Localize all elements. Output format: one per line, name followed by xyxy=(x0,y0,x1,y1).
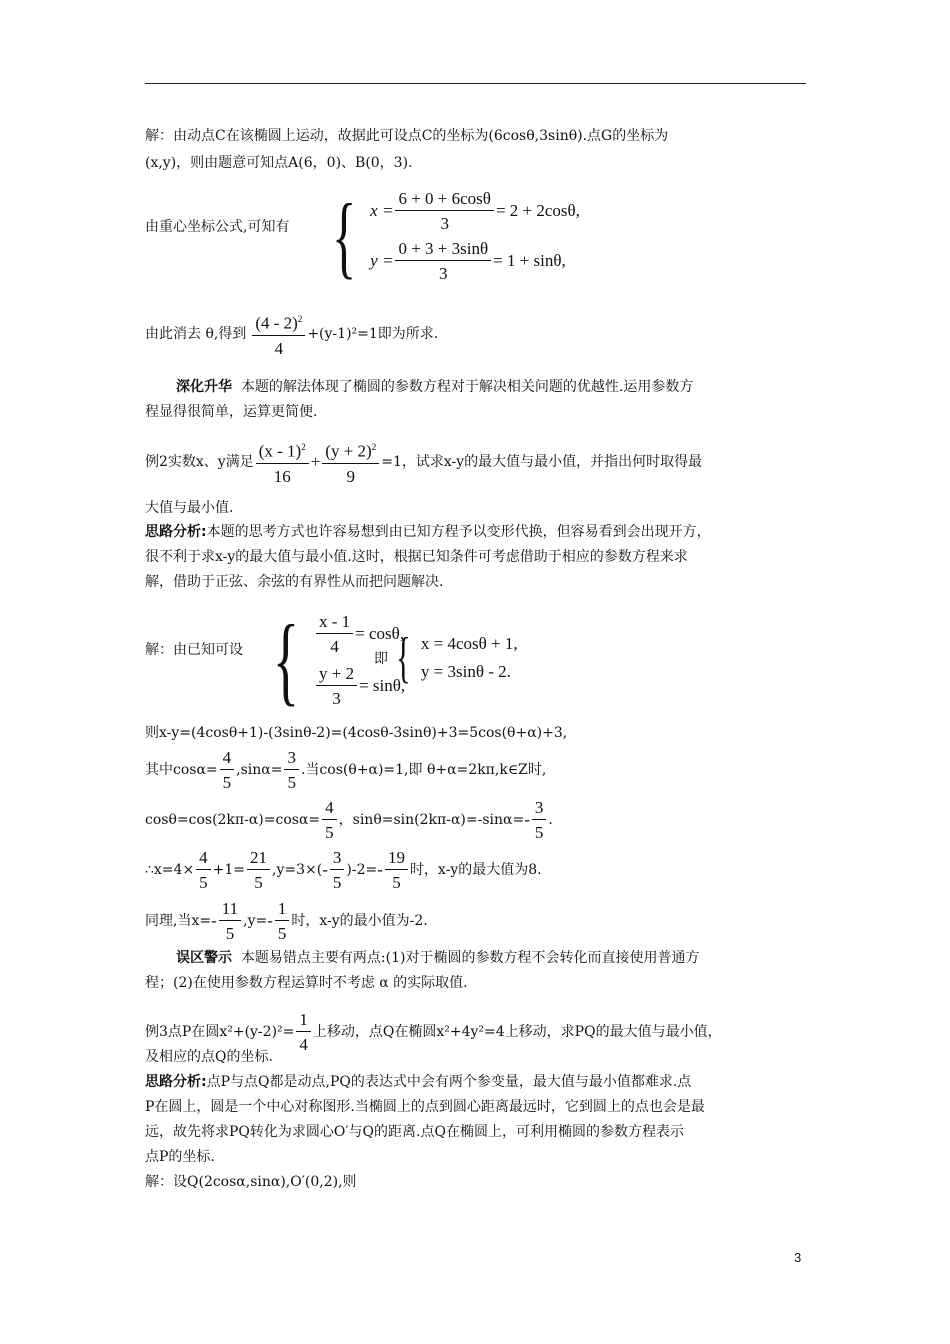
example-2-line-2: 大值与最小值. xyxy=(145,500,234,516)
centroid-system: { x = $\frac{6 + 0 + 6\cos\theta}{3}$ = 2 + 2cosθ, y = $\frac{0 + 3 + 3\sin\theta}{3}$ = 1 + sinθ, xyxy=(331,185,580,287)
therefore-line: ∴x=4× $\frac{4}{5}$ +1= $\frac{21}{5}$ ,y=3×( - $\frac{3}{5}$ )-2= - $\frac{19}{5}$ 时，x-y的最大值为8. xyxy=(145,848,542,892)
cos-line: cosθ=cos(2kπ-α)=cosα= $\frac{4}{5}$ ，sinθ=sin(2kπ-α)=-sinα= - $\frac{3}{5}$ . xyxy=(145,798,553,842)
deep-line-2: 程显得很简单，运算更简便. xyxy=(145,404,318,420)
warning-line-2: 程；(2)在使用参数方程运算时不考虑 α 的实际取值. xyxy=(145,975,468,991)
analysis-line-3: 解，借助于正弦、余弦的有界性从而把问题解决. xyxy=(145,574,444,590)
solution-3-line: 解：设Q(2cosα,sinα),O′(0,2),则 xyxy=(145,1174,357,1190)
analysis-line-1: 思路分析:本题的思考方式也许容易想到由已知方程予以变形代换，但容易看到会出现开方， xyxy=(145,524,711,540)
parametric-system-2: 即 { x = 4cosθ + 1, y = 3sinθ - 2. xyxy=(374,627,518,689)
eliminate-line: 由此消去 θ,得到 $\frac{(4 - 2)^2}{4}$ +(y-1)²=1即为所求. xyxy=(145,310,438,358)
similarly-line: 同理,当x= - $\frac{11}{5}$ ,y= - $\frac{1}{5}$ 时，x-y的最小值为-2. xyxy=(145,899,428,943)
analysis-3-line-1: 思路分析:点P与点Q都是动点,PQ的表达式中会有两个参变量，最大值与最小值都难求.点 xyxy=(145,1074,692,1090)
warning-line-1: 误区警示 本题易错点主要有两点:(1)对于椭圆的参数方程不会转化而直接使用普通方 xyxy=(176,950,700,966)
then-line: 则x-y=(4cosθ+1)-(3sinθ-2)=(4cosθ-3sinθ)+3=5cos(θ+α)+3, xyxy=(145,725,568,741)
page-number: 3 xyxy=(794,1250,802,1265)
parametric-system-1: { $\frac{x - 1}{4}$ = cosθ, $\frac{y + 2}{3}$ = sinθ, xyxy=(272,604,406,715)
header-rule xyxy=(145,83,806,84)
example-3-line-2: 及相应的点Q的坐标. xyxy=(145,1049,273,1065)
example-3-line: 例3点P在圆x²+(y-2)²= $\frac{1}{4}$ 上移动，点Q在椭圆x²+4y²=4上移动，求PQ的最大值与最小值， xyxy=(145,1010,722,1054)
centroid-label: 由重心坐标公式,可知有 xyxy=(145,219,290,235)
analysis-3-line-2: P在圆上，圆是一个中心对称图形.当椭圆上的点到圆心距离最远时，它到圆上的点也会是最 xyxy=(145,1099,705,1115)
solution-line-2: (x,y)，则由题意可知点A(6，0)、B(0，3). xyxy=(145,155,413,171)
analysis-3-line-3: 远，故先将求PQ转化为求圆心O′与Q的距离.点Q在椭圆上，可利用椭圆的参数方程表示 xyxy=(145,1124,684,1140)
example-2-line: 例2实数x、y满足 $\frac{(x - 1)^2}{16}$ + $\frac{(y + 2)^2}{9}$ =1，试求x-y的最大值与最小值，并指出何时取得最 xyxy=(145,438,702,486)
solution-2-label: 解：由已知可设 xyxy=(145,642,243,658)
analysis-3-line-4: 点P的坐标. xyxy=(145,1149,215,1165)
deep-line-1: 深化升华 本题的解法体现了椭圆的参数方程对于解决相关问题的优越性.运用参数方 xyxy=(176,379,694,395)
solution-line-1: 解：由动点C在该椭圆上运动，故据此可设点C的坐标为(6cosθ,3sinθ).点G的坐标为 xyxy=(145,128,669,144)
where-line: 其中cosα= $\frac{4}{5}$ ,sinα= $\frac{3}{5}$ .当cos(θ+α)=1,即 θ+α=2kπ,k∈Z时, xyxy=(145,748,547,792)
analysis-line-2: 很不利于求x-y的最大值与最小值.这时，根据已知条件可考虑借助于相应的参数方程来求 xyxy=(145,549,688,565)
